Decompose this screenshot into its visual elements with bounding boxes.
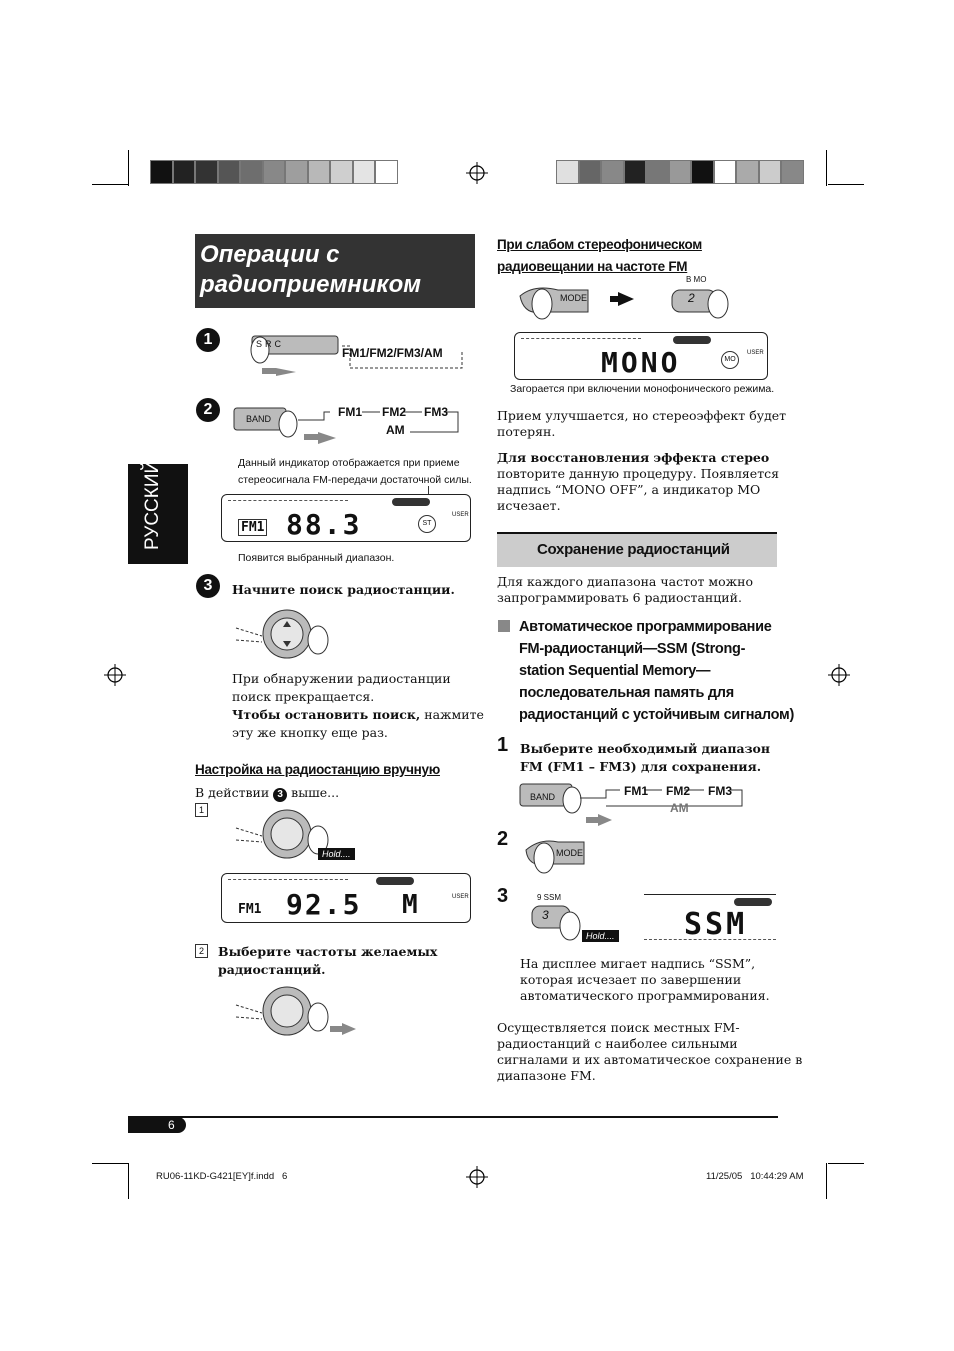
ssm-heading-bullet bbox=[498, 620, 510, 632]
crop-mark bbox=[92, 1163, 128, 1164]
final-line4: диапазоне FM. bbox=[497, 1068, 596, 1083]
lcd-indicator bbox=[734, 898, 772, 906]
restore-line2: надпись “MONO OFF”, а индикатор MO bbox=[497, 482, 761, 497]
color-swatch bbox=[240, 160, 263, 184]
color-swatch bbox=[263, 160, 286, 184]
manual-intro-pre: В действии bbox=[195, 785, 270, 800]
color-swatch bbox=[308, 160, 331, 184]
color-swatch bbox=[646, 160, 669, 184]
st-indicator: ST bbox=[418, 515, 436, 533]
mo-indicator: MO bbox=[721, 351, 739, 369]
color-swatch bbox=[556, 160, 579, 184]
lcd-user: USER bbox=[452, 894, 469, 900]
final-line1: Осуществляется поиск местных FM- bbox=[497, 1020, 740, 1035]
lcd-memory-m: M bbox=[402, 890, 418, 920]
ssm-step-1-line2: FM (FM1 – FM3) для сохранения. bbox=[520, 759, 762, 774]
color-swatch bbox=[624, 160, 647, 184]
color-swatch bbox=[285, 160, 308, 184]
ssm-flash-line2: которая исчезает по завершении bbox=[520, 972, 742, 987]
page-title-line2: радиоприемником bbox=[200, 271, 421, 298]
lcd-frequency: 88.3 bbox=[286, 508, 362, 541]
final-line3: сигналами и их автоматическое сохранение в bbox=[497, 1052, 803, 1067]
lcd-display-ssm bbox=[644, 894, 776, 943]
lcd-indicator bbox=[392, 498, 430, 506]
ssm-fm3: FM3 bbox=[708, 784, 732, 798]
ssm-heading-line5: радиостанций с устойчивым сигналом) bbox=[519, 707, 794, 723]
band-fm2: FM2 bbox=[382, 405, 406, 419]
stop-search-bold: Чтобы остановить поиск, bbox=[232, 707, 421, 722]
ssm-band-button-label: BAND bbox=[530, 792, 556, 802]
registration-mark-icon bbox=[104, 664, 126, 686]
search-stop-line2: поиск прекращается. bbox=[232, 689, 375, 704]
weak-stereo-heading-line1: При слабом стереофоническом bbox=[497, 237, 702, 252]
page-title-line1: Операции с bbox=[200, 241, 340, 268]
restore-line3: исчезает. bbox=[497, 498, 561, 513]
lcd-user: USER bbox=[747, 350, 764, 356]
key-2-caption: B MO bbox=[686, 275, 707, 284]
substep-2-line1: Выберите частоты желаемых bbox=[218, 944, 438, 959]
key-3-label: 3 bbox=[542, 908, 549, 922]
mode-button-label: MODE bbox=[560, 293, 587, 303]
store-section-header bbox=[497, 532, 777, 567]
color-swatch bbox=[714, 160, 737, 184]
ssm-hold-label: Hold.... bbox=[582, 930, 619, 942]
color-swatch bbox=[150, 160, 173, 184]
manual-tuning-heading: Настройка на радиостанцию вручную bbox=[195, 762, 440, 777]
lcd-band: FM1 bbox=[238, 902, 262, 917]
color-swatch bbox=[375, 160, 398, 184]
footer-filename: RU06-11KD-G421[EY]f.indd 6 bbox=[156, 1171, 288, 1182]
lcd-display-fm1 bbox=[221, 494, 471, 542]
color-swatch bbox=[579, 160, 602, 184]
search-stop-line1: При обнаружении радиостанции bbox=[232, 671, 451, 686]
ssm-mode-label: MODE bbox=[556, 848, 583, 858]
color-swatch bbox=[669, 160, 692, 184]
crop-mark bbox=[826, 150, 827, 186]
ssm-heading-line2: FM-радиостанций—SSM (Strong- bbox=[519, 641, 746, 657]
substep-2-line2: радиостанций. bbox=[218, 962, 326, 977]
substep-1-badge: 1 bbox=[195, 803, 208, 817]
store-line1: Для каждого диапазона частот можно bbox=[497, 574, 754, 589]
color-swatch bbox=[601, 160, 624, 184]
step-1-badge: 1 bbox=[196, 328, 220, 352]
color-swatch bbox=[195, 160, 218, 184]
band-am: AM bbox=[386, 423, 405, 437]
stop-search-rest: нажмите bbox=[420, 707, 484, 722]
footer-timestamp: 11/25/05 10:44:29 AM bbox=[706, 1171, 804, 1182]
ssm-flash-line1: На дисплее мигает надпись “SSM”, bbox=[520, 956, 756, 971]
crop-mark bbox=[128, 1163, 129, 1199]
step-3-badge: 3 bbox=[196, 574, 220, 598]
page-number: 6 bbox=[168, 1118, 175, 1132]
lcd-mono-text: MONO bbox=[601, 346, 681, 379]
lcd-dots bbox=[521, 338, 641, 340]
language-tab bbox=[128, 459, 188, 564]
step-3-text: Начните поиск радиостанции. bbox=[232, 582, 455, 597]
band-cycle-label: FM1/FM2/FM3/AM bbox=[342, 346, 443, 360]
ssm-step-3-num: 3 bbox=[497, 885, 509, 907]
step-2-badge: 2 bbox=[196, 398, 220, 422]
stop-search-line2: эту же кнопку еще раз. bbox=[232, 725, 388, 740]
ssm-am: AM bbox=[670, 801, 689, 815]
lcd-frequency: 92.5 bbox=[286, 888, 362, 921]
crop-mark bbox=[826, 1163, 827, 1199]
weak-stereo-heading-line2: радиовещании на частоте FM bbox=[497, 259, 688, 274]
lcd-dots bbox=[228, 879, 348, 881]
mode-to-mono-diagram bbox=[514, 282, 764, 326]
improve-line1: Прием улучшается, но стереоэффект будет bbox=[497, 408, 787, 423]
lcd-dots bbox=[228, 500, 348, 502]
registration-mark-icon bbox=[828, 664, 850, 686]
band-appears-note: Появится выбранный диапазон. bbox=[238, 552, 395, 564]
lcd-dots bbox=[644, 939, 776, 941]
ssm-heading-line3: station Sequential Memory— bbox=[519, 663, 711, 679]
color-swatch bbox=[781, 160, 804, 184]
hold-label: Hold.... bbox=[318, 848, 355, 860]
band-fm1: FM1 bbox=[338, 405, 362, 419]
language-tab-label: РУССКИЙ bbox=[142, 459, 163, 550]
color-swatch bbox=[691, 160, 714, 184]
color-swatch bbox=[759, 160, 782, 184]
store-section-title: Сохранение радиостанций bbox=[537, 541, 730, 558]
stereo-note-line2: стереосигнала FM-передачи достаточной силы. bbox=[238, 474, 472, 486]
key-3-caption: 9 SSM bbox=[537, 893, 562, 902]
registration-mark-icon bbox=[466, 162, 488, 184]
search-control-diagram bbox=[232, 606, 342, 662]
select-control-diagram bbox=[232, 983, 362, 1041]
ssm-flash-line3: автоматического программирования. bbox=[520, 988, 770, 1003]
ssm-step-1-line1: Выберите необходимый диапазон bbox=[520, 741, 771, 756]
lcd-indicator bbox=[376, 877, 414, 885]
ssm-heading-line1: Автоматическое программирование bbox=[519, 619, 772, 635]
ssm-fm1: FM1 bbox=[624, 784, 648, 798]
stereo-note-line1: Данный индикатор отображается при приеме bbox=[238, 457, 460, 469]
color-swatch bbox=[173, 160, 196, 184]
color-swatch bbox=[736, 160, 759, 184]
ssm-step-2-num: 2 bbox=[497, 828, 509, 850]
page-title-box bbox=[195, 234, 475, 308]
lcd-user: USER bbox=[452, 512, 469, 518]
mono-note: Загорается при включении монофонического режима. bbox=[510, 383, 775, 395]
lcd-band: FM1 bbox=[238, 519, 267, 536]
crop-mark bbox=[828, 184, 864, 185]
color-swatch bbox=[353, 160, 376, 184]
final-line2: радиостанций с наиболее сильными bbox=[497, 1036, 738, 1051]
key-2-label: 2 bbox=[688, 291, 695, 305]
color-swatch bbox=[330, 160, 353, 184]
lcd-indicator bbox=[673, 336, 711, 344]
store-line2: запрограммировать 6 радиостанций. bbox=[497, 590, 742, 605]
lcd-display-manual bbox=[221, 873, 471, 923]
footer-rule bbox=[128, 1116, 778, 1118]
manual-intro-post: выше... bbox=[291, 785, 340, 800]
restore-line1: повторите данную процедуру. Появляется bbox=[497, 466, 780, 481]
band-button-label: BAND bbox=[246, 414, 272, 424]
band-fm3: FM3 bbox=[424, 405, 448, 419]
lcd-ssm-text: SSM bbox=[684, 907, 748, 942]
crop-mark bbox=[92, 184, 128, 185]
crop-mark bbox=[128, 150, 129, 186]
ssm-heading-line4: последовательная память для bbox=[519, 685, 734, 701]
page-number-tab bbox=[128, 1117, 186, 1133]
src-button-label: SRC bbox=[256, 339, 285, 349]
ssm-step-1-num: 1 bbox=[497, 734, 509, 756]
registration-mark-icon bbox=[466, 1166, 488, 1188]
improve-line2: потерян. bbox=[497, 424, 556, 439]
color-swatch bbox=[218, 160, 241, 184]
restore-heading: Для восстановления эффекта стерео bbox=[497, 450, 770, 465]
substep-2-badge: 2 bbox=[195, 944, 208, 958]
lcd-display-mono bbox=[514, 332, 768, 380]
manual-intro-step: 3 bbox=[273, 788, 287, 802]
crop-mark bbox=[828, 1163, 864, 1164]
ssm-fm2: FM2 bbox=[666, 784, 690, 798]
